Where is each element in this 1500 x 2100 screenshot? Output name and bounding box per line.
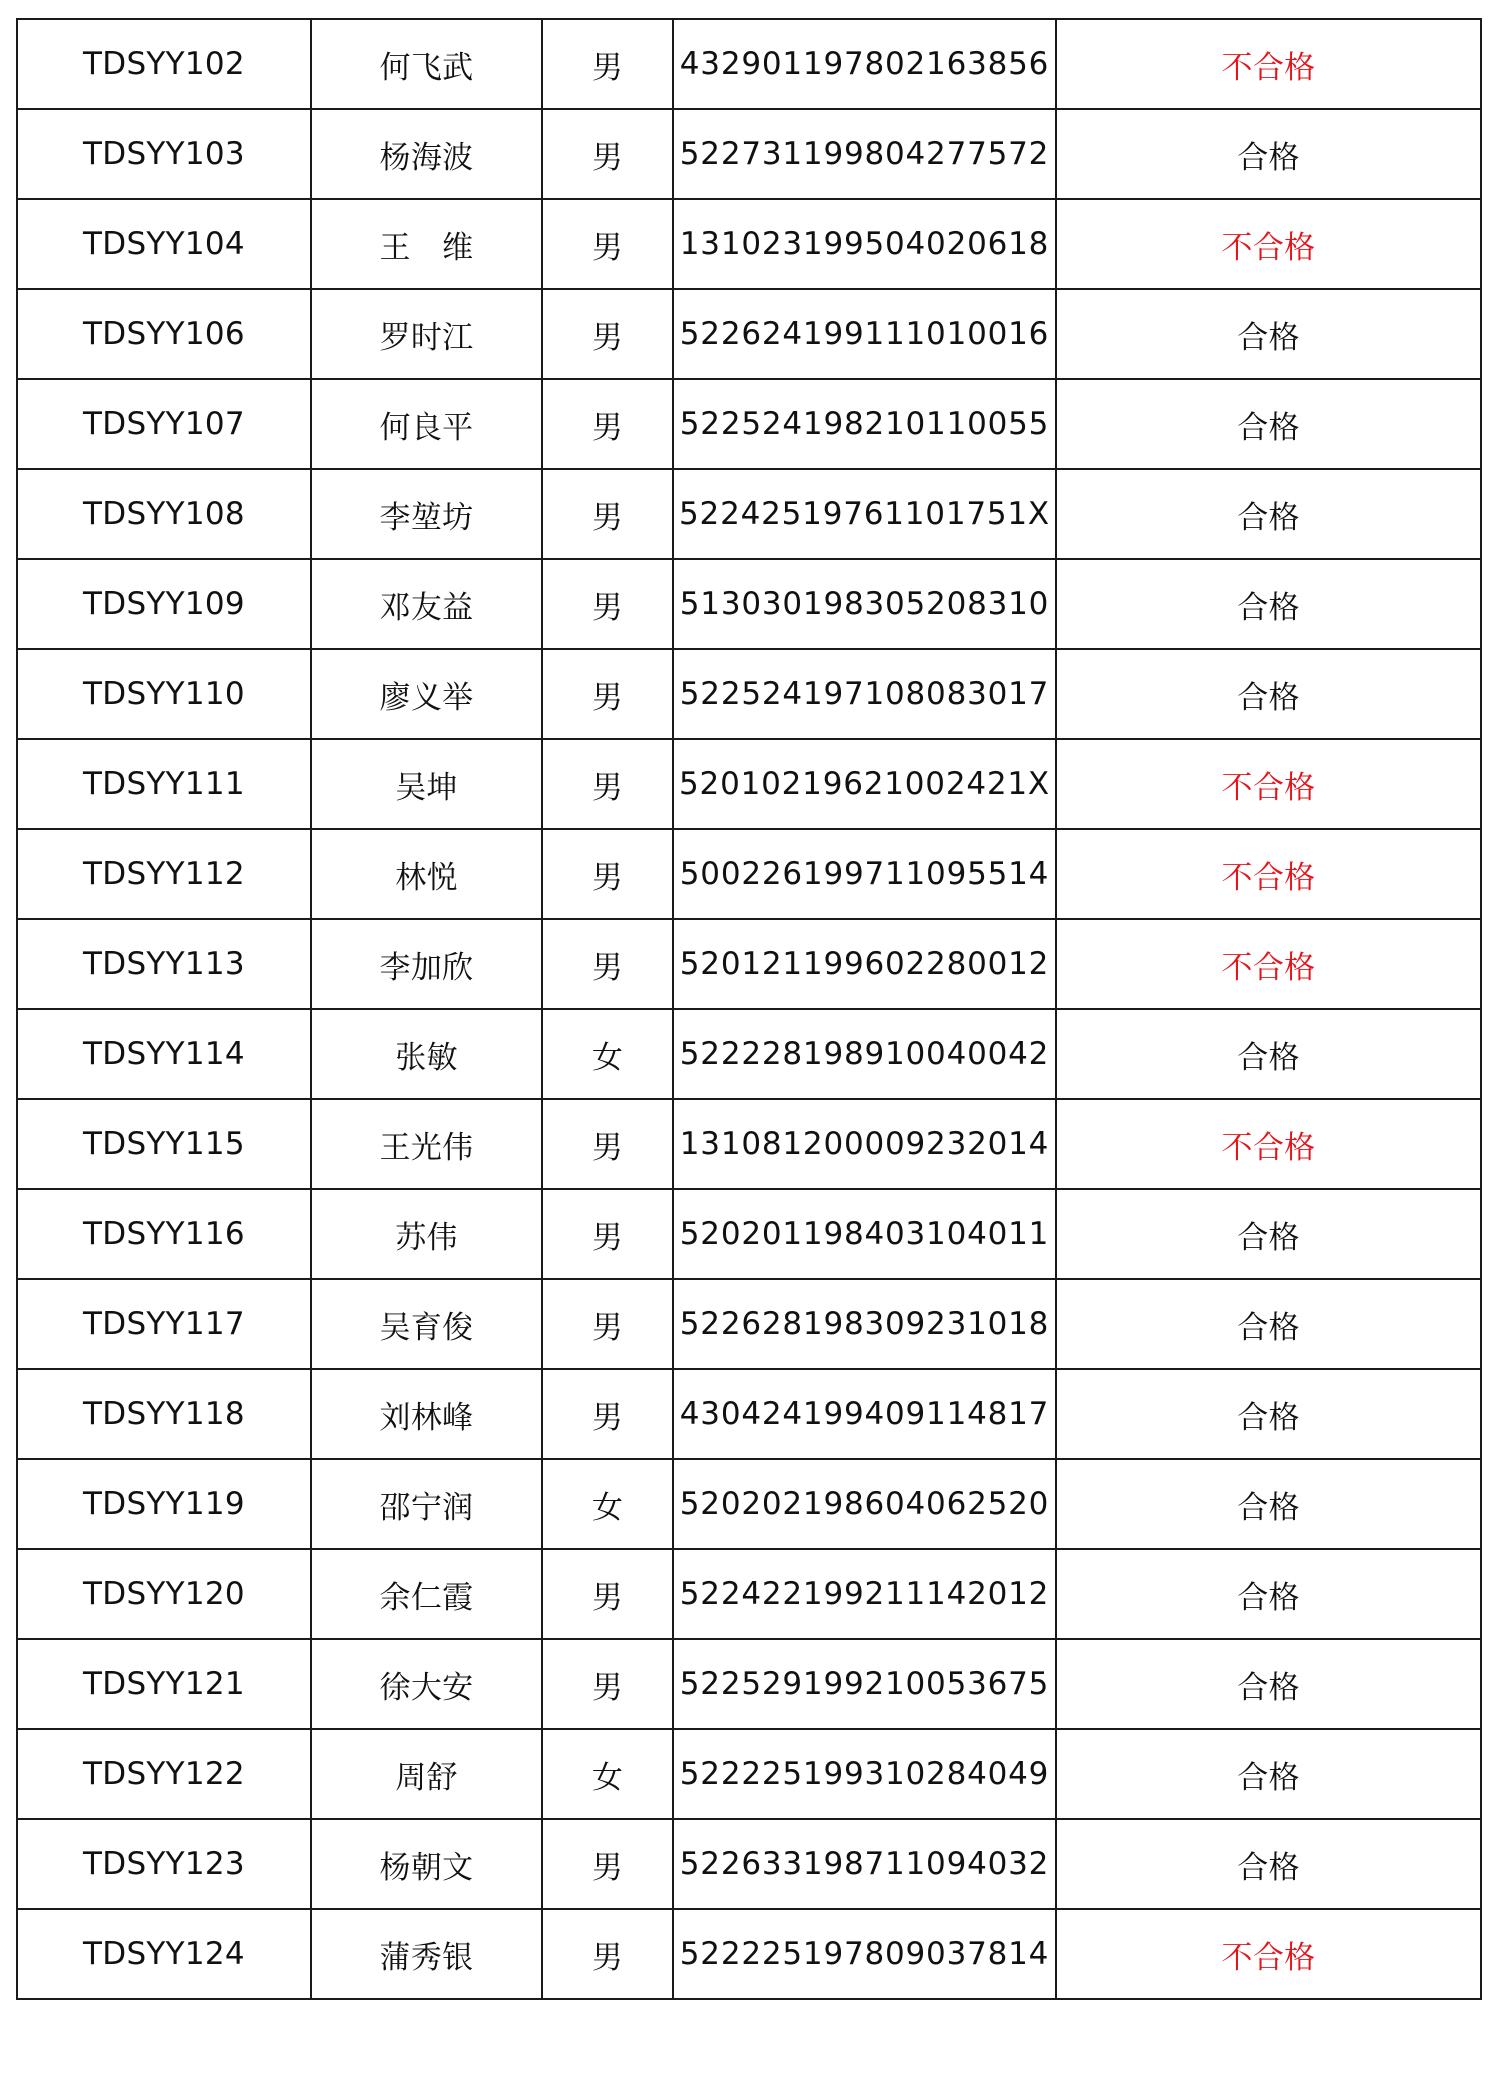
exam-number-cell: TDSYY118 xyxy=(17,1369,311,1459)
candidate-name-cell: 邓友益 xyxy=(311,559,542,649)
id-number-cell: 522529199210053675 xyxy=(673,1639,1056,1729)
table-row xyxy=(17,1459,1481,1549)
table-row xyxy=(17,649,1481,739)
result-pass-cell: 合格 xyxy=(1056,1819,1481,1909)
candidate-name-cell: 李堃坊 xyxy=(311,469,542,559)
gender-cell: 男 xyxy=(542,19,673,109)
candidate-name-cell: 苏伟 xyxy=(311,1189,542,1279)
gender-cell: 男 xyxy=(542,829,673,919)
results-table-body xyxy=(17,19,1481,1999)
exam-number-cell: TDSYY113 xyxy=(17,919,311,1009)
gender-cell: 男 xyxy=(542,289,673,379)
table-row xyxy=(17,559,1481,649)
id-number-cell: 522524197108083017 xyxy=(673,649,1056,739)
candidate-name-cell: 廖义举 xyxy=(311,649,542,739)
id-number-cell: 522633198711094032 xyxy=(673,1819,1056,1909)
candidate-name-cell: 徐大安 xyxy=(311,1639,542,1729)
table-row xyxy=(17,199,1481,289)
id-number-cell: 522524198210110055 xyxy=(673,379,1056,469)
id-number-cell: 522422199211142012 xyxy=(673,1549,1056,1639)
gender-cell: 女 xyxy=(542,1459,673,1549)
exam-number-cell: TDSYY112 xyxy=(17,829,311,919)
exam-number-cell: TDSYY107 xyxy=(17,379,311,469)
id-number-cell: 432901197802163856 xyxy=(673,19,1056,109)
table-row xyxy=(17,1639,1481,1729)
id-number-cell: 522225197809037814 xyxy=(673,1909,1056,1999)
id-number-cell: 520121199602280012 xyxy=(673,919,1056,1009)
table-row xyxy=(17,379,1481,469)
table-row xyxy=(17,1189,1481,1279)
id-number-cell: 522225199310284049 xyxy=(673,1729,1056,1819)
gender-cell: 男 xyxy=(542,559,673,649)
gender-cell: 男 xyxy=(542,1639,673,1729)
id-number-cell: 520202198604062520 xyxy=(673,1459,1056,1549)
gender-cell: 男 xyxy=(542,1279,673,1369)
exam-number-cell: TDSYY111 xyxy=(17,739,311,829)
gender-cell: 男 xyxy=(542,379,673,469)
table-row xyxy=(17,1549,1481,1639)
result-fail-cell: 不合格 xyxy=(1056,1909,1481,1999)
candidate-name-cell: 余仁霞 xyxy=(311,1549,542,1639)
gender-cell: 女 xyxy=(542,1729,673,1819)
result-pass-cell: 合格 xyxy=(1056,289,1481,379)
table-row xyxy=(17,1819,1481,1909)
id-number-cell: 520201198403104011 xyxy=(673,1189,1056,1279)
result-fail-cell: 不合格 xyxy=(1056,739,1481,829)
table-row xyxy=(17,1909,1481,1999)
gender-cell: 男 xyxy=(542,1189,673,1279)
candidate-name-cell: 杨朝文 xyxy=(311,1819,542,1909)
result-pass-cell: 合格 xyxy=(1056,1009,1481,1099)
result-fail-cell: 不合格 xyxy=(1056,919,1481,1009)
candidate-name-cell: 王 维 xyxy=(311,199,542,289)
result-pass-cell: 合格 xyxy=(1056,109,1481,199)
exam-number-cell: TDSYY123 xyxy=(17,1819,311,1909)
gender-cell: 男 xyxy=(542,199,673,289)
table-row xyxy=(17,1009,1481,1099)
result-pass-cell: 合格 xyxy=(1056,1729,1481,1819)
candidate-name-cell: 罗时江 xyxy=(311,289,542,379)
result-pass-cell: 合格 xyxy=(1056,1459,1481,1549)
exam-number-cell: TDSYY115 xyxy=(17,1099,311,1189)
exam-number-cell: TDSYY102 xyxy=(17,19,311,109)
id-number-cell: 500226199711095514 xyxy=(673,829,1056,919)
exam-number-cell: TDSYY106 xyxy=(17,289,311,379)
id-number-cell: 52242519761101751X xyxy=(673,469,1056,559)
exam-number-cell: TDSYY108 xyxy=(17,469,311,559)
table-row xyxy=(17,289,1481,379)
exam-number-cell: TDSYY120 xyxy=(17,1549,311,1639)
candidate-name-cell: 吴坤 xyxy=(311,739,542,829)
id-number-cell: 522624199111010016 xyxy=(673,289,1056,379)
gender-cell: 男 xyxy=(542,739,673,829)
id-number-cell: 513030198305208310 xyxy=(673,559,1056,649)
id-number-cell: 522731199804277572 xyxy=(673,109,1056,199)
result-fail-cell: 不合格 xyxy=(1056,829,1481,919)
id-number-cell: 52010219621002421X xyxy=(673,739,1056,829)
exam-number-cell: TDSYY103 xyxy=(17,109,311,199)
gender-cell: 男 xyxy=(542,1549,673,1639)
result-pass-cell: 合格 xyxy=(1056,379,1481,469)
id-number-cell: 430424199409114817 xyxy=(673,1369,1056,1459)
gender-cell: 男 xyxy=(542,919,673,1009)
candidate-name-cell: 张敏 xyxy=(311,1009,542,1099)
candidate-name-cell: 林悦 xyxy=(311,829,542,919)
candidate-name-cell: 李加欣 xyxy=(311,919,542,1009)
candidate-name-cell: 刘林峰 xyxy=(311,1369,542,1459)
result-pass-cell: 合格 xyxy=(1056,1549,1481,1639)
result-pass-cell: 合格 xyxy=(1056,649,1481,739)
exam-number-cell: TDSYY104 xyxy=(17,199,311,289)
id-number-cell: 131023199504020618 xyxy=(673,199,1056,289)
exam-number-cell: TDSYY116 xyxy=(17,1189,311,1279)
table-row xyxy=(17,1369,1481,1459)
candidate-name-cell: 王光伟 xyxy=(311,1099,542,1189)
result-fail-cell: 不合格 xyxy=(1056,199,1481,289)
result-fail-cell: 不合格 xyxy=(1056,1099,1481,1189)
result-pass-cell: 合格 xyxy=(1056,1369,1481,1459)
gender-cell: 男 xyxy=(542,1819,673,1909)
table-row xyxy=(17,919,1481,1009)
gender-cell: 男 xyxy=(542,1909,673,1999)
gender-cell: 女 xyxy=(542,1009,673,1099)
table-row xyxy=(17,739,1481,829)
table-row xyxy=(17,829,1481,919)
candidate-name-cell: 邵宁润 xyxy=(311,1459,542,1549)
result-pass-cell: 合格 xyxy=(1056,1639,1481,1729)
candidate-name-cell: 何良平 xyxy=(311,379,542,469)
candidate-name-cell: 杨海波 xyxy=(311,109,542,199)
exam-number-cell: TDSYY124 xyxy=(17,1909,311,1999)
table-row xyxy=(17,1279,1481,1369)
gender-cell: 男 xyxy=(542,1369,673,1459)
candidate-name-cell: 吴育俊 xyxy=(311,1279,542,1369)
gender-cell: 男 xyxy=(542,1099,673,1189)
exam-number-cell: TDSYY117 xyxy=(17,1279,311,1369)
table-row xyxy=(17,19,1481,109)
exam-number-cell: TDSYY114 xyxy=(17,1009,311,1099)
table-row xyxy=(17,1729,1481,1819)
id-number-cell: 522628198309231018 xyxy=(673,1279,1056,1369)
candidate-name-cell: 周舒 xyxy=(311,1729,542,1819)
exam-number-cell: TDSYY122 xyxy=(17,1729,311,1819)
table-row xyxy=(17,109,1481,199)
candidate-name-cell: 何飞武 xyxy=(311,19,542,109)
result-pass-cell: 合格 xyxy=(1056,1279,1481,1369)
exam-number-cell: TDSYY121 xyxy=(17,1639,311,1729)
id-number-cell: 131081200009232014 xyxy=(673,1099,1056,1189)
id-number-cell: 522228198910040042 xyxy=(673,1009,1056,1099)
exam-number-cell: TDSYY119 xyxy=(17,1459,311,1549)
result-fail-cell: 不合格 xyxy=(1056,19,1481,109)
gender-cell: 男 xyxy=(542,649,673,739)
table-row xyxy=(17,1099,1481,1189)
result-pass-cell: 合格 xyxy=(1056,559,1481,649)
table-row xyxy=(17,469,1481,559)
result-pass-cell: 合格 xyxy=(1056,469,1481,559)
gender-cell: 男 xyxy=(542,469,673,559)
gender-cell: 男 xyxy=(542,109,673,199)
exam-number-cell: TDSYY109 xyxy=(17,559,311,649)
exam-number-cell: TDSYY110 xyxy=(17,649,311,739)
candidate-name-cell: 蒲秀银 xyxy=(311,1909,542,1999)
result-pass-cell: 合格 xyxy=(1056,1189,1481,1279)
results-table xyxy=(16,18,1482,2000)
